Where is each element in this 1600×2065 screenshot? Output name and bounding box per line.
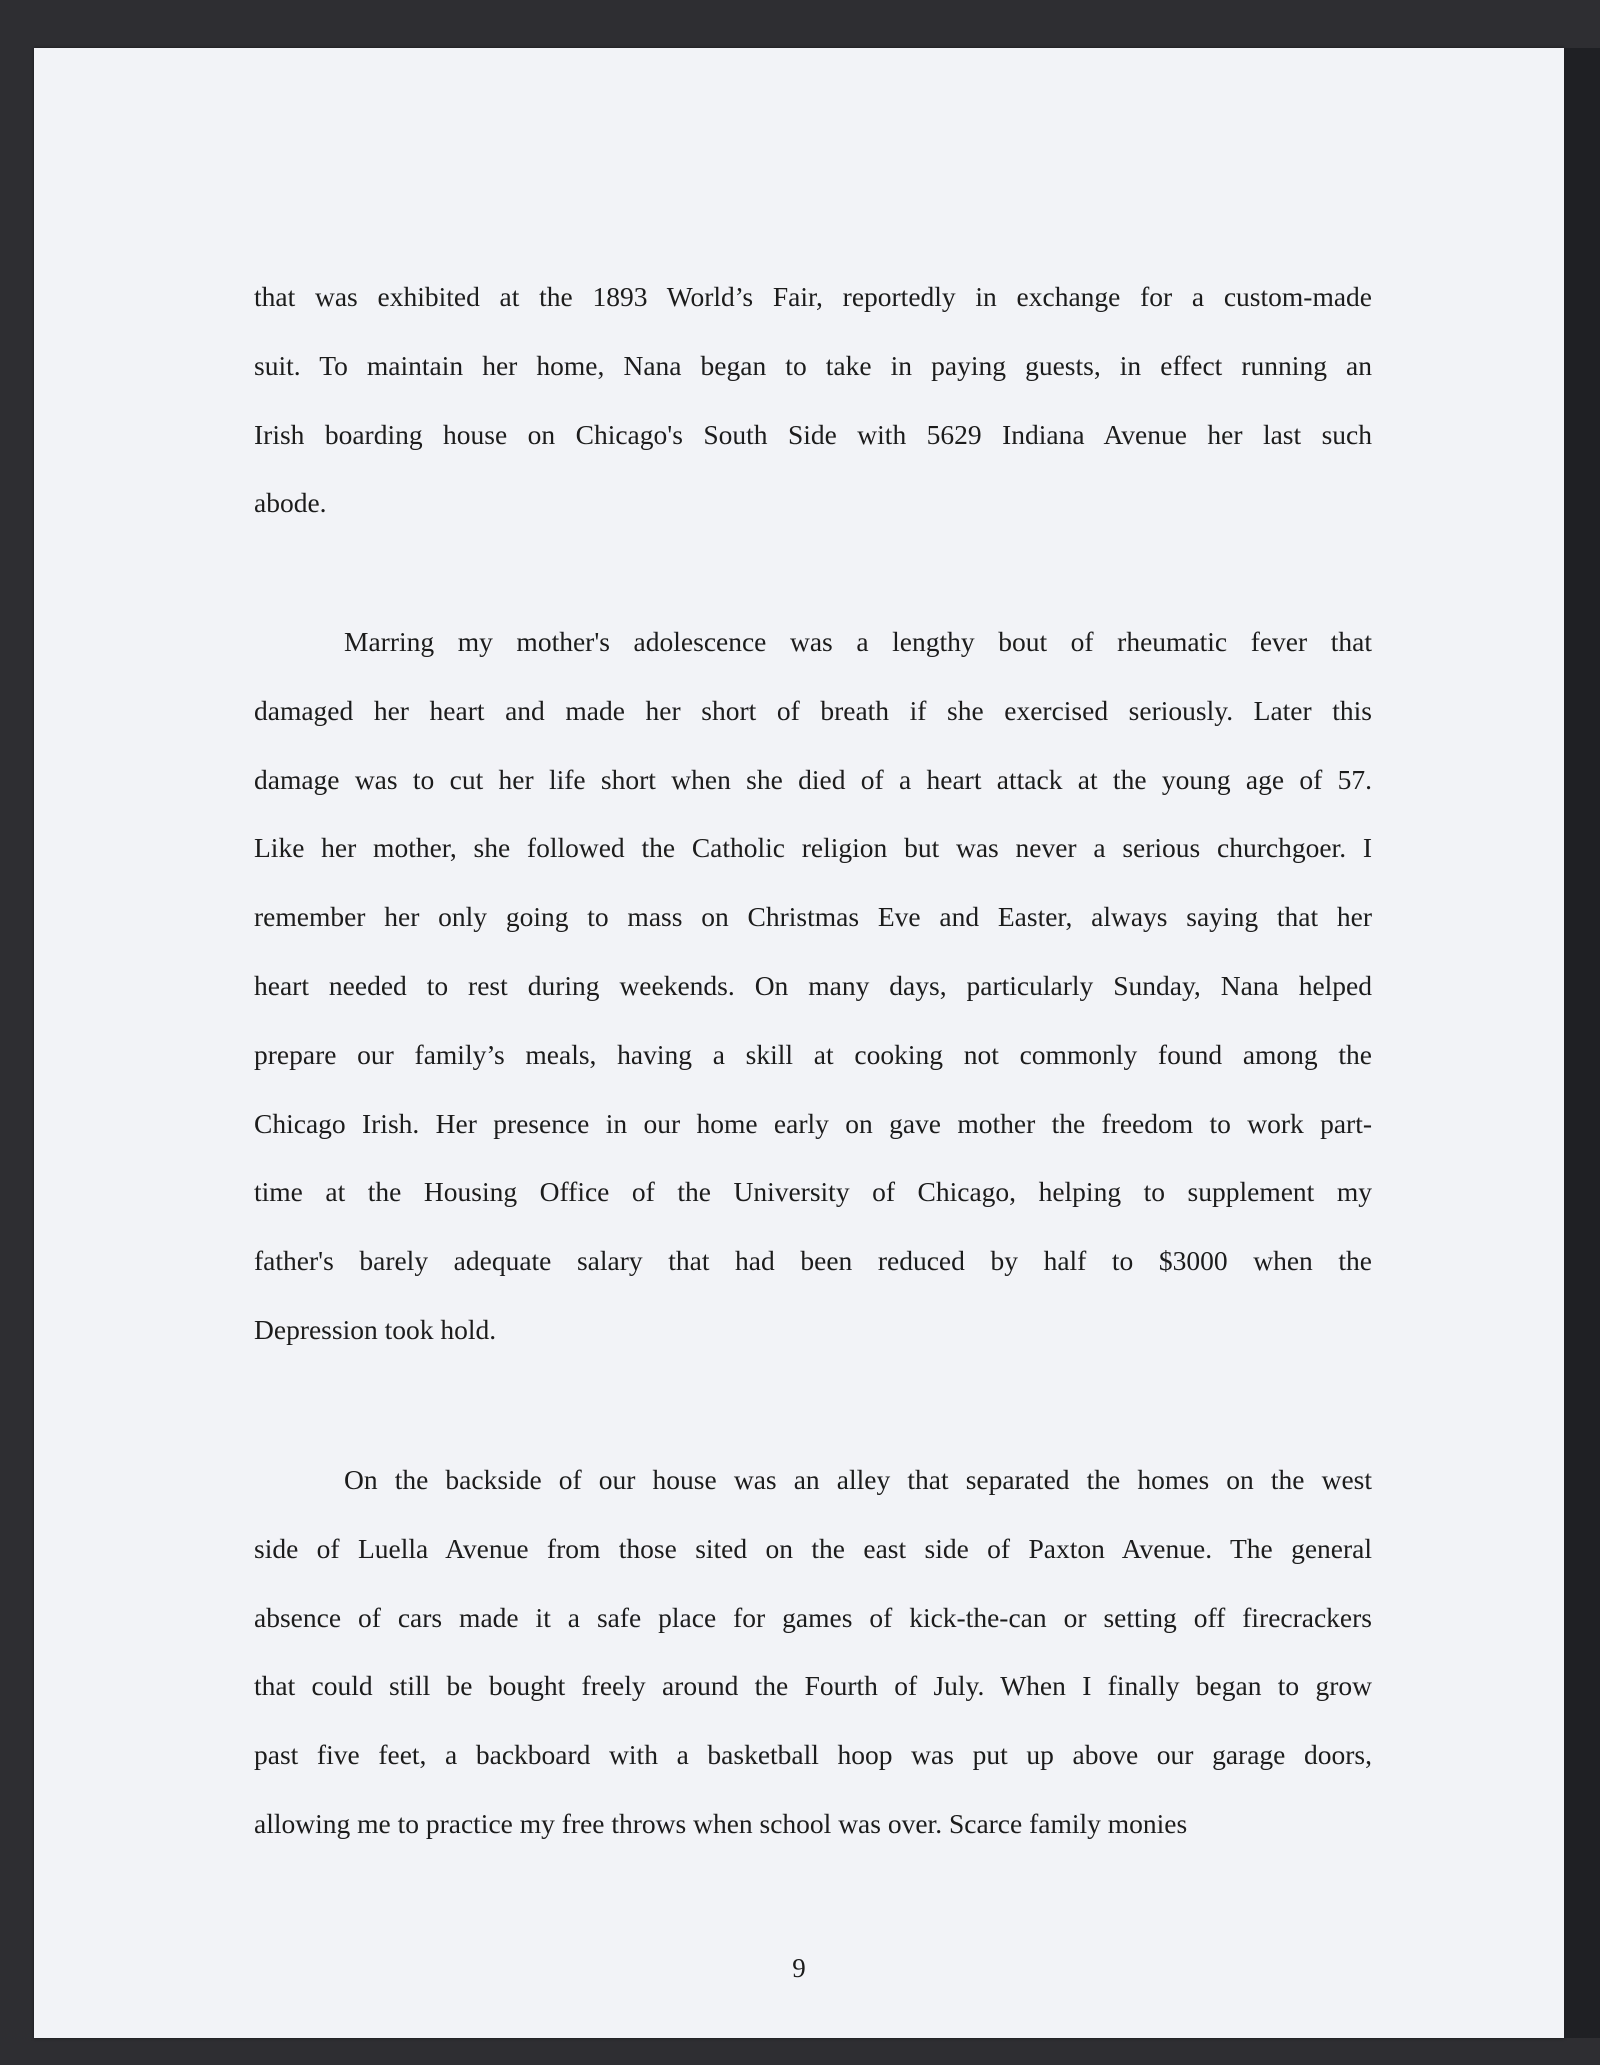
- text-line: prepare our family’s meals, having a skill at cooking not commonly found among the: [254, 1038, 1372, 1070]
- text-line: time at the Housing Office of the University of Chicago, helping to supplement my: [254, 1176, 1372, 1208]
- text-line: Marring my mother's adolescence was a lengthy bout of rheumatic fever that: [344, 626, 1372, 657]
- page-number: 9: [792, 1953, 806, 1983]
- paragraph-1: [254, 263, 1372, 538]
- paragraph-2: [254, 608, 1372, 1365]
- text-line: past five feet, a backboard with a basketball hoop was put up above our garage doors,: [254, 1739, 1372, 1771]
- text-line: heart needed to rest during weekends. On many days, particularly Sunday, Nana helped: [254, 969, 1372, 1001]
- text-line: On the backside of our house was an alley that separated the homes on the west: [344, 1464, 1372, 1495]
- paragraph-3: [254, 1446, 1372, 1859]
- text-line: damaged her heart and made her short of breath if she exercised seriously. Later this: [254, 694, 1372, 726]
- text-line: damage was to cut her life short when she died of a heart attack at the young age of 57.: [254, 763, 1372, 795]
- text-line: absence of cars made it a safe place for games of kick-the-can or setting off firecrackers: [254, 1601, 1372, 1633]
- text-line: remember her only going to mass on Christmas Eve and Easter, always saying that her: [254, 901, 1372, 933]
- text-line: allowing me to practice my free throws when school was over. Scarce family monies: [254, 1807, 1188, 1839]
- document-page: [34, 48, 1564, 2038]
- text-line: abode.: [254, 487, 327, 519]
- text-line: Like her mother, she followed the Catholic religion but was never a serious churchgoer. I: [254, 832, 1372, 864]
- text-line: Irish boarding house on Chicago's South Side with 5629 Indiana Avenue her last such: [254, 418, 1372, 450]
- text-line: suit. To maintain her home, Nana began to take in paying guests, in effect running an: [254, 349, 1372, 381]
- background-edge: [1564, 48, 1600, 2038]
- text-line: father's barely adequate salary that had been reduced by half to $3000 when the: [254, 1245, 1372, 1277]
- text-line: side of Luella Avenue from those sited on the east side of Paxton Avenue. The general: [254, 1532, 1372, 1564]
- text-line: Depression took hold.: [254, 1313, 497, 1345]
- text-line: Chicago Irish. Her presence in our home early on gave mother the freedom to work part-: [254, 1107, 1372, 1139]
- text-line: that could still be bought freely around the Fourth of July. When I finally began to grow: [254, 1670, 1372, 1702]
- text-line: that was exhibited at the 1893 World’s Fair, reportedly in exchange for a custom-made: [254, 281, 1372, 312]
